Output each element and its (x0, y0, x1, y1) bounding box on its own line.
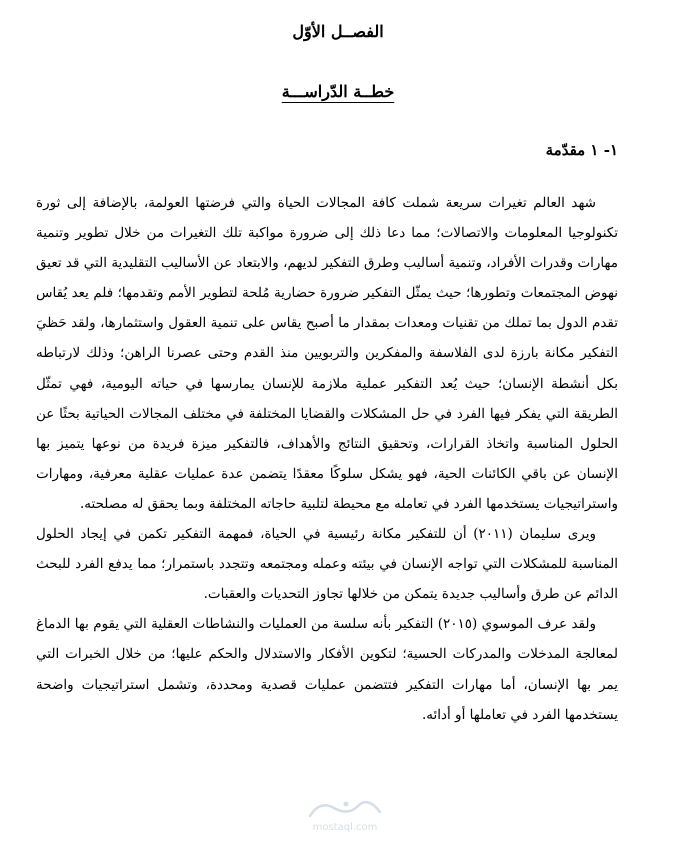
body-text (36, 188, 618, 730)
paragraph-intro: شهد العالم تغيرات سريعة شملت كافة المجالات الحياة والتي فرضتها العولمة، بالإضافة إلى ثورة تكنولوجيا المعلومات والاتصالات؛ مما دعا ذلك إلى ضرورة مواكبة تلك التغيرات من خلال تطوير وتنمية مهارات وقدرات الأفراد، وتنمية أساليب وطرق التفكير لديهم، والابتعاد عن الأساليب التقليدية التي قد تعيق نهوض المجتمعات وتطورها؛ حيث يمثّل التفكير ضرورة حضارية مُلحة لتطوير الأمم وتقدمها؛ فلم يعد يُقاس تقدم الدول بما تملك من تقنيات ومعدات بمقدار ما أصبح يقاس على تنمية العقول واستثمارها، ولقد حَظيَ التفكير مكانة بارزة لدى الفلاسفة والمفكرين والتربويين منذ القدم وحتى عصرنا الراهن؛ وذلك لارتباطه بكل أنشطة الإنسان؛ حيث يُعد التفكير عملية ملازمة للإنسان يمارسها في حياته اليومية، فهي تمثّل الطريقة التي يفكر فيها الفرد في حل المشكلات والقضايا المختلفة في مختلف المجالات الحياتية بحثًا عن الحلول المناسبة واتخاذ القرارات، وتحقيق النتائج والأهداف، فالتفكير ميزة فريدة من نوعها يتميز بها الإنسان عن باقي الكائنات الحية، فهو يشكل سلوكًا معقدًا يتضمن عدة عمليات عقلية معرفية، ومهارات واستراتيجيات يستخدمها الفرد في تعامله مع محيطة لتلبية حاجاته المختلفة وبما يحقق له مصلحته. (36, 195, 618, 512)
plan-title: خطــة الدّراســـة (281, 82, 395, 101)
section-heading: ١- ١ مقدّمة (545, 141, 618, 159)
paragraph-mousawi: ولقد عرف الموسوي (٢٠١٥) التفكير بأنه سلسة من العمليات والنشاطات العقلية التي يقوم بها الدماغ لمعالجة المدخلات والمدركات الحسية؛ لتكوين الأفكار والاستدلال والحكم عليها؛ من خلال الخبرات التي يمر بها الإنسان، أما مهارات التفكير فتتضمن عمليات قصدية ومحددة، وتشمل استراتيجيات واضحة يستخدمها الفرد في تعاملها أو أدائه. (36, 616, 618, 723)
chapter-title: الفصــل الأوّل (292, 22, 384, 41)
paragraph-suleiman: ويرى سليمان (٢٠١١) أن للتفكير مكانة رئيسية في الحياة، فمهمة التفكير تكمن في إيجاد الحلول المناسبة للمشكلات التي تواجه الإنسان في بيئته وعمله ومجتمعه وتتجدد باستمرار؛ مما يدفع الفرد للبحث الدائم عن طرق وأساليب جديدة يتمكن من خلالها تجاوز التحديات والعقبات. (36, 526, 618, 603)
watermark (300, 796, 390, 840)
watermark-logo-icon (300, 796, 390, 822)
watermark-text: mostaql.com (312, 822, 378, 833)
